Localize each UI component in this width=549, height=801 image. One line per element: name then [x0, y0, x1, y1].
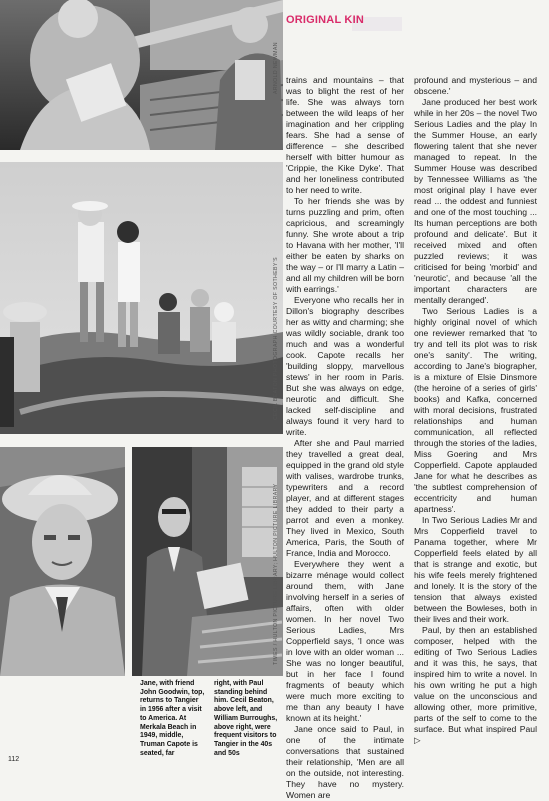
- paragraph: Paul, by then an established composer, helped with the editing of Two Serious Ladies and it was this, he says, that inspired him to write a novel. In his own writing he put a high value on the unconscious and allowing other, more primitive, parts of the self to come to the surface. But what inspired Paul ▷: [414, 625, 537, 745]
- photo-credit-top: ARNOLD NEWMAN: [273, 42, 279, 94]
- paragraph: Jane once said to Paul, in one of the intimate conversations that sustained their relationship, 'Men are all on the outside, not interesting. They have no mystery. Women are: [286, 724, 404, 800]
- article-column-right: [414, 75, 537, 746]
- photo-caption-left: Jane, with friend John Goodwin, top, returns to Tangier in 1956 after a visit to America. At Merkala Beach in 1949, middle, Truman Capote is seated, far: [140, 680, 205, 757]
- section-title: ORIGINAL KIN: [286, 14, 364, 26]
- paragraph: trains and mountains – that was to blight the rest of her life. She was always torn between the wild leaps of her imagination and her crippling fears. She had a sense of difference – she described herself with bitter humour as 'Crippie, the Kike Dyke'. That and her loneliness contributed to her need to write.: [286, 75, 404, 195]
- photo-cecil-beaton: [0, 447, 125, 676]
- photo-merkala-beach: [0, 162, 283, 434]
- photo-credit-middle: CECIL BEATON PHOTOGRAPH COURTESY OF SOTHEBY'S: [273, 256, 279, 420]
- paragraph: After she and Paul married they travelled a great deal, equipped in the grand old style with valises, wardrobe trunks, typewriters and a record player, and at different stages they added to their party a parrot and even a monkey. They lived in Mexico, South America, Paris, the South of France, India and Morocco.: [286, 438, 404, 558]
- paragraph: profound and mysterious – and obscene.': [414, 75, 537, 96]
- photo-william-burroughs: [132, 447, 283, 676]
- paragraph: Jane produced her best work while in her 20s – the novel Two Serious Ladies and the play In the Summer House, an early flowering talent that she never managed to repeat. In the Summer House was described by Tennessee Williams as 'the most original play I have ever read ... the oddest and funniest and one of the most touching ... Its human perceptions are both profound and delicate'. But it received mixed and often puzzled reviews; it was criticised for being 'morbid' and 'neurotic', and because 'all the important characters are mentally deranged'.: [414, 97, 537, 305]
- photo-caption-right: right, with Paul standing behind him. Cecil Beaton, above left, and William Burroughs, above right, were frequent visitors to Tangier in the 40s and 50s: [214, 680, 278, 757]
- paragraph: Everywhere they went a bizarre ménage would collect around them, with Jane involving herself in a series of affairs, often with older women. In her novel Two Serious Ladies, Mrs Copperfield says, 'I once was in love with an older woman ... She was no longer beautiful, but in her face I found fragments of beauty which were much more exciting to me than any beauty I have known at its height.': [286, 559, 404, 723]
- article-column-middle: [286, 75, 404, 801]
- page-number: 112: [8, 756, 20, 763]
- paragraph: Everyone who recalls her in Dillon's biography describes her as witty and charming; she was wildly sociable, drank too much and was a wonderful cook. Capote recalls her 'building sloppy, marvellous stews' in her room in Paris. But she was always on edge, neurotic and difficult. She lacked self-discipline and always found it very hard to write.: [286, 295, 404, 437]
- paragraph: In Two Serious Ladies Mr and Mrs Copperfield travel to Panama together, where Mr Copperfield feels elated by all that is strange and exotic, but his wife feels merely frightened and lonely. It is the story of the tension that always existed between the Bowleses, both in their lives and their work.: [414, 515, 537, 624]
- photo-boat-deck: [0, 0, 283, 150]
- paragraph: To her friends she was by turns puzzling and prim, often capricious, and screamingly funny. She wrote about a trip to Havana with her mother, 'I'll either be eaten by sharks on the way – or I'll marry a Latin – and all my children will be born with earrings.': [286, 196, 404, 294]
- paragraph: Two Serious Ladies is a highly original novel of which one reviewer remarked that 'to try and tell its plot was to risk one's sanity'. The writing, according to Jane's biographer, is a mixture of Elsie Dinsmore (the heroine of a series of girls' books) and Kafka, concerned with moral decisions, frustrated relationships and human communication, all reflected through the stories of the ladies, Miss Goering and Mrs Copperfield. Capote applauded Jane for what he describes as 'the subtlest comprehension of eccentricity and human apartness'.: [414, 306, 537, 514]
- photo-credit-bottom: TIMES / HULTON PICTURE LIBRARY; HULTON PICTURE LIBRARY: [273, 483, 279, 665]
